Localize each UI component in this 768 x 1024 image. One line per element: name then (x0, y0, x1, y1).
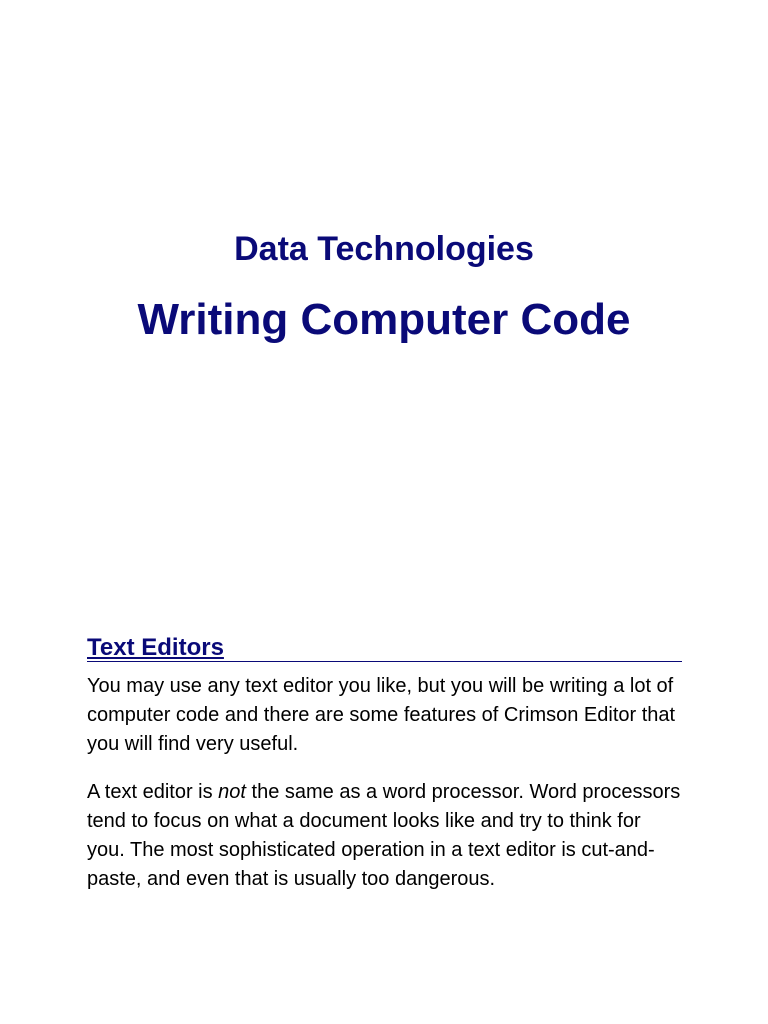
document-title: Writing Computer Code (137, 295, 631, 344)
paragraph-2-emphasis: not (218, 781, 246, 803)
paragraph-2 (87, 778, 682, 894)
section-heading-text: Text Editors (87, 634, 224, 661)
section-heading (87, 634, 682, 662)
text-editors-section (87, 634, 682, 894)
paragraph-2-end: the same as a word processor. Word processors tend to focus on what a document looks like and try to think for you. The most sophisticated operation in a text editor is cut-and-paste, and even that is usually too dangerous. (87, 781, 681, 890)
paragraph-2-start: A text editor is (87, 781, 219, 803)
paragraph-1: You may use any text editor you like, but you will be writing a lot of computer code and there are some features of Crimson Editor that you will find very useful. (87, 675, 676, 755)
course-title: Data Technologies (234, 230, 534, 268)
